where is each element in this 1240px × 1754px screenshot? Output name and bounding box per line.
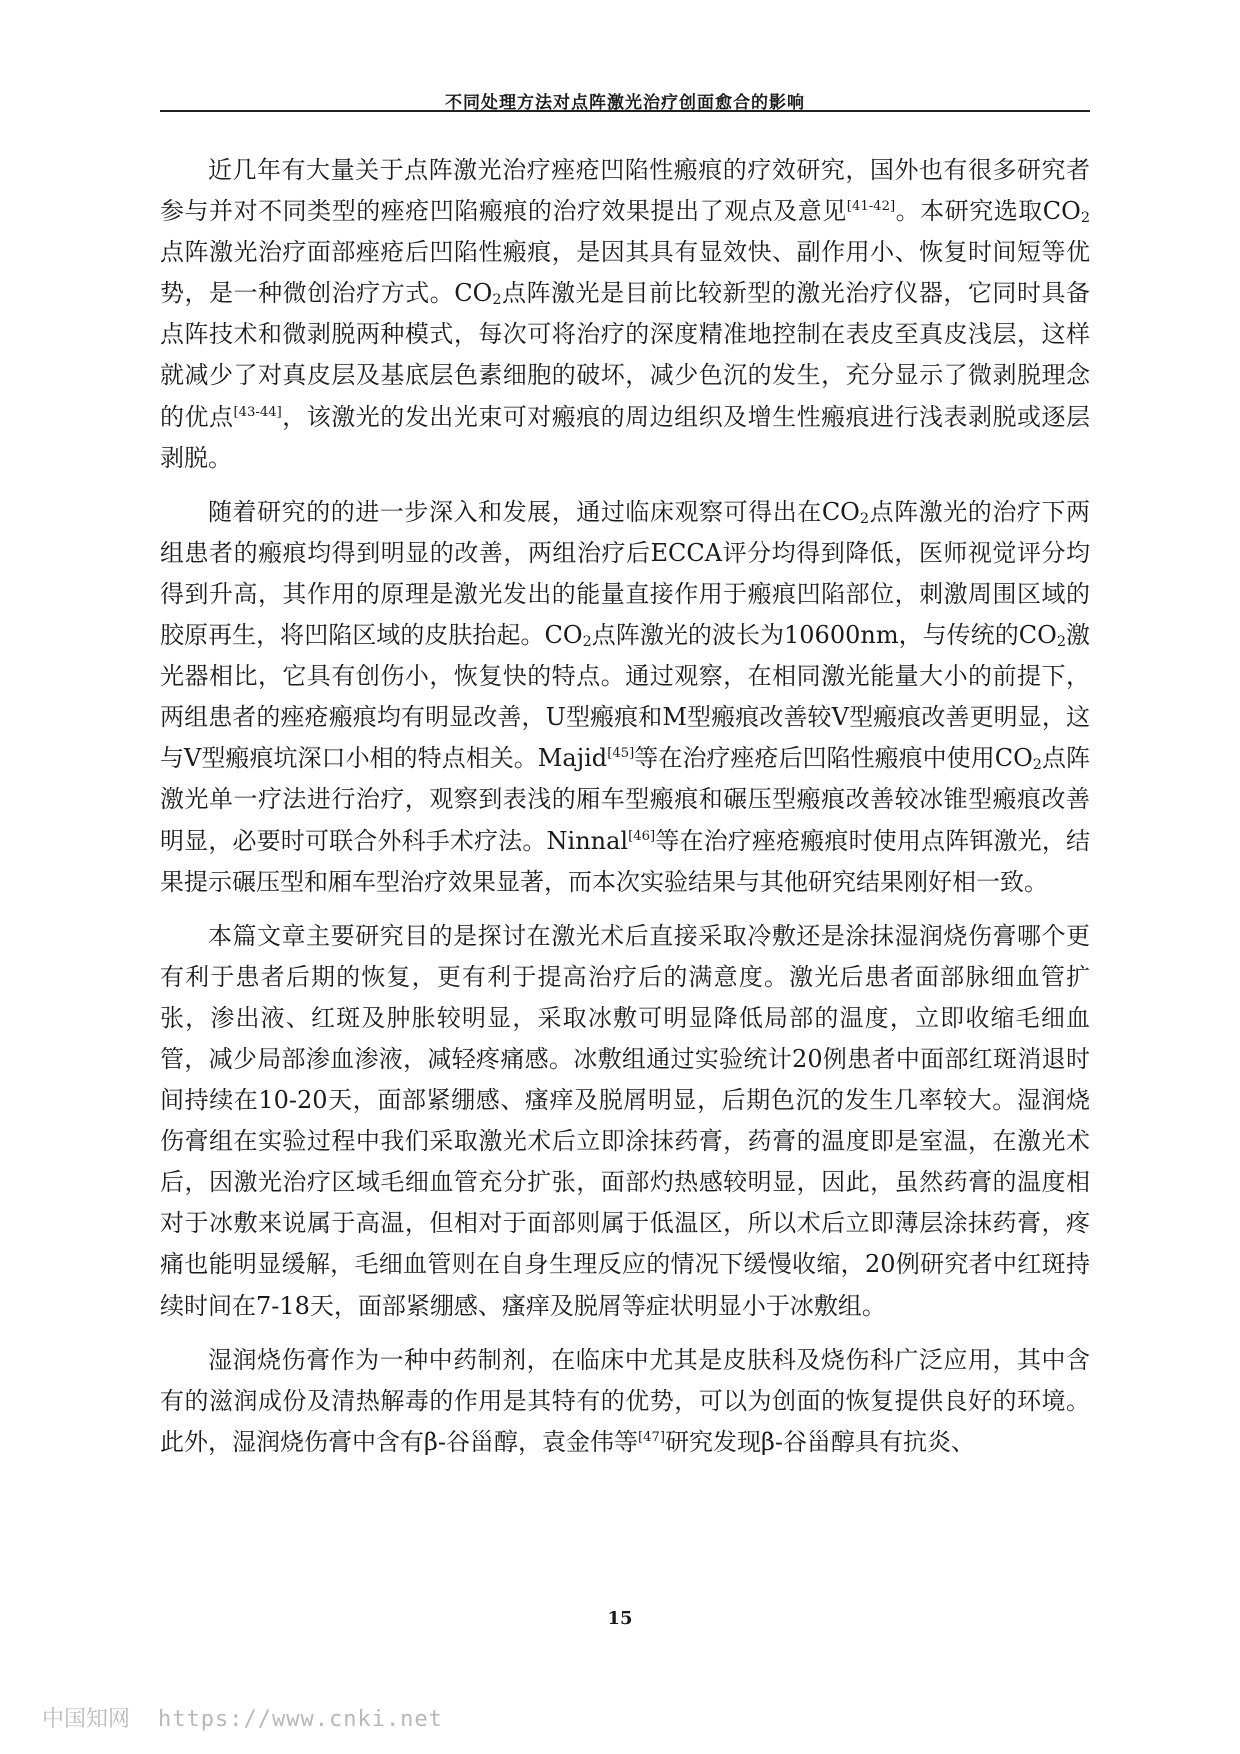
text-run: 点阵激光单一疗法进行治疗，观察到表浅的厢车型瘢痕和碾压型瘢痕改善较冰锥型瘢痕改善明显，必要时可联合外科手术疗法。Ninnal	[160, 744, 1091, 855]
text-run: 随着研究的的进一步深入和发展，通过临床观察可得出在CO	[208, 497, 860, 526]
text-run: 等在治疗痤疮瘢痕时使用点阵铒激光，结果提示碾压型和厢车型治疗效果显著，而本次实验结果与其他研究结果刚好相一致。	[160, 826, 1090, 896]
text-run: 点阵激光的治疗下两组患者的瘢痕均得到明显的改善，两组治疗后ECCA评分均得到降低，医师视觉评分均得到升高，其作用的原理是激光发出的能量直接作用于瘢痕凹陷部位，刺激周围区域的胶原再生，将凹陷区域的皮肤抬起。CO	[160, 497, 1090, 650]
subscript: 2	[1080, 209, 1091, 226]
header-rule	[160, 110, 1090, 112]
citation: [46]	[628, 828, 656, 844]
text-run: 。本研究选取CO	[895, 197, 1081, 226]
subscript: 2	[1032, 757, 1042, 774]
page-number: 15	[607, 1608, 633, 1629]
text-run: 等在治疗痤疮后凹陷性瘢痕中使用CO	[634, 744, 1033, 773]
citation: [43-44]	[233, 404, 282, 420]
citation: [47]	[637, 1429, 666, 1445]
paragraph-4	[160, 1340, 1090, 1463]
citation: [45]	[607, 746, 635, 762]
subscript: 2	[492, 292, 502, 309]
text-run: 点阵激光的波长为10600nm，与传统的CO	[591, 621, 1057, 650]
paragraph-2	[160, 492, 1090, 903]
cnki-watermark	[42, 1702, 443, 1733]
text-run: 研究发现β-谷甾醇具有抗炎、	[665, 1427, 976, 1456]
watermark-site-name: 中国知网	[42, 1707, 131, 1732]
running-header-title: 不同处理方法对点阵激光治疗创面愈合的影响	[445, 93, 805, 113]
subscript: 2	[582, 633, 592, 650]
text-run: 点阵激光治疗面部痤疮后凹陷性瘢痕，是因其具有显效快、副作用小、恢复时间短等优势，是一种微创治疗方式。CO	[160, 238, 1090, 308]
paragraph-1	[160, 150, 1090, 479]
citation: [41-42]	[846, 198, 896, 214]
text-run: ，该激光的发出光束可对瘢痕的周边组织及增生性瘢痕进行浅表剥脱或逐层剥脱。	[160, 402, 1091, 472]
body-text	[160, 150, 1090, 1476]
watermark-url: https://www.cnki.net	[158, 1707, 443, 1732]
paragraph-3: 本篇文章主要研究目的是探讨在激光术后直接采取冷敷还是涂抹湿润烧伤膏哪个更有利于患者后期的恢复，更有利于提高治疗后的满意度。激光后患者面部脉细血管扩张，渗出液、红斑及肿胀较明显，采取冰敷可明显降低局部的温度，立即收缩毛细血管，减少局部渗血渗液，减轻疼痛感。冰敷组通过实验统计20例患者中面部红斑消退时间持续在10-20天，面部紧绷感、瘙痒及脱屑明显，后期色沉的发生几率较大。湿润烧伤膏组在实验过程中我们采取激光术后立即涂抹药膏，药膏的温度即是室温，在激光术后，因激光治疗区域毛细血管充分扩张，面部灼热感较明显，因此，虽然药膏的温度相对于冰敷来说属于高温，但相对于面部则属于低温区，所以术后立即薄层涂抹药膏，疼痛也能明显缓解，毛细血管则在自身生理反应的情况下缓慢收缩，20例研究者中红斑持续时间在7-18天，面部紧绷感、瘙痒及脱屑等症状明显小于冰敷组。	[160, 921, 1090, 1320]
subscript: 2	[1056, 633, 1066, 650]
text-run: 激光器相比，它具有创伤小，恢复快的特点。通过观察，在相同激光能量大小的前提下，两组患者的痤疮瘢痕均有明显改善，U型瘢痕和M型瘢痕改善较V型瘢痕改善更明显，这与V型瘢痕坑深口小相的特点相关。Majid	[160, 621, 1091, 773]
text-run: 湿润烧伤膏作为一种中药制剂，在临床中尤其是皮肤科及烧伤科广泛应用，其中含有的滋润成份及清热解毒的作用是其特有的优势，可以为创面的恢复提供良好的环境。此外，湿润烧伤膏中含有β-谷甾醇，袁金伟等	[160, 1345, 1090, 1456]
subscript: 2	[859, 510, 870, 527]
text-run: 点阵激光是目前比较新型的激光治疗仪器，它同时具备点阵技术和微剥脱两种模式，每次可将治疗的深度精准地控制在表皮至真皮浅层，这样就减少了对真皮层及基底层色素细胞的破坏，减少色沉的发生，充分显示了微剥脱理念的优点	[160, 279, 1090, 431]
text-run: 近几年有大量关于点阵激光治疗痤疮凹陷性瘢痕的疗效研究，国外也有很多研究者参与并对不同类型的痤疮凹陷瘢痕的治疗效果提出了观点及意见	[160, 156, 1090, 226]
